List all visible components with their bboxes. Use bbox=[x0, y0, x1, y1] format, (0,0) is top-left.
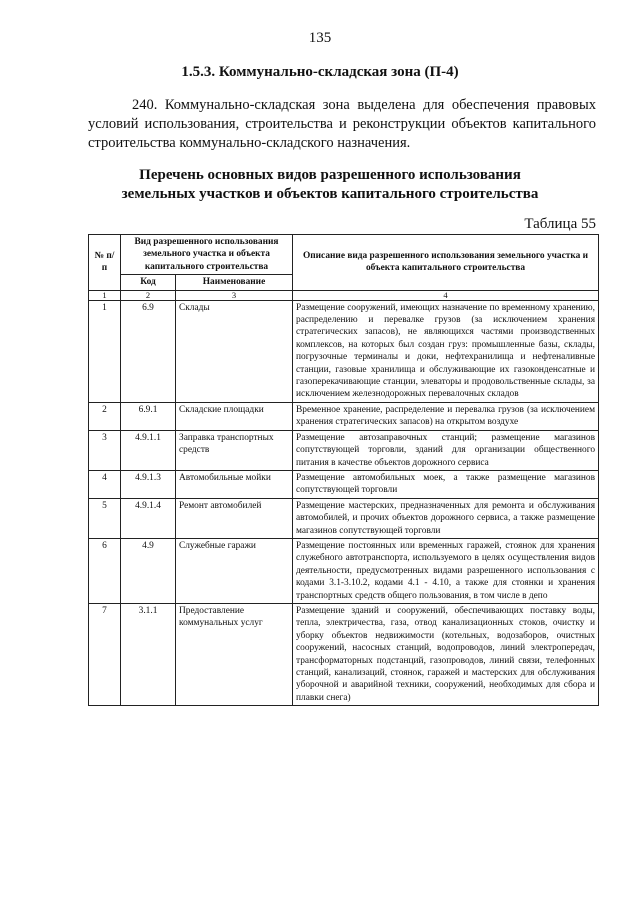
table-caption: Таблица 55 bbox=[524, 216, 596, 232]
row-code: 4.9.1.1 bbox=[121, 430, 176, 470]
header-code: Код bbox=[121, 275, 176, 290]
row-num: 7 bbox=[89, 603, 121, 705]
header-description: Описание вида разрешенного использования земельного участка и объекта капитального строительства bbox=[293, 235, 599, 291]
land-use-table bbox=[88, 234, 599, 706]
row-name: Ремонт автомобилей bbox=[176, 498, 293, 538]
row-code: 4.9.1.3 bbox=[121, 470, 176, 498]
table-row bbox=[89, 538, 599, 603]
row-description: Размещение зданий и сооружений, обеспечивающих поставку воды, тепла, электричества, газа, отвод канализационных стоков, очистку и уборку объектов недвижимости (котельных, водозаборов, очистных сооружений, насосных станций, водопроводов, линий электропередач, трансформаторных подстанций, газопроводов, линий связи, телефонных станций, канализаций, стоянок, гаражей и мастерских для обслуживания уборочной и аварийной техники, сооружений, необходимых для сбора и плавки снега) bbox=[293, 603, 599, 705]
table-row bbox=[89, 402, 599, 430]
column-number: 1 bbox=[89, 290, 121, 300]
row-description: Размещение автозаправочных станций; размещение магазинов сопутствующей торговли, зданий для организации общественного питания в качестве объектов дорожного сервиса bbox=[293, 430, 599, 470]
row-name: Складские площадки bbox=[176, 402, 293, 430]
page-number: 135 bbox=[308, 30, 332, 46]
table-row bbox=[89, 498, 599, 538]
row-name: Автомобильные мойки bbox=[176, 470, 293, 498]
row-num: 6 bbox=[89, 538, 121, 603]
table-row bbox=[89, 470, 599, 498]
row-description: Размещение сооружений, имеющих назначение по временному хранению, распределению и перевалке грузов (за исключением хранения стратегических запасов), не являющихся частями производственных комплексов, на которых был создан груз: промышленные базы, склады, погрузочные терминалы и доки, нефтехранилища и нефтеналивные станции, газовые хранилища и обслуживающие их газоконденсатные и газоперекачивающие станции, элеваторы и продовольственные склады, за исключением железнодорожных перевалочных складов bbox=[293, 300, 599, 402]
list-title-line2: земельных участков и объектов капитального строительства bbox=[121, 186, 539, 202]
header-name: Наименование bbox=[176, 275, 293, 290]
table-row bbox=[89, 603, 599, 705]
row-name: Заправка транспортных средств bbox=[176, 430, 293, 470]
row-num: 5 bbox=[89, 498, 121, 538]
column-number: 2 bbox=[121, 290, 176, 300]
row-name: Служебные гаражи bbox=[176, 538, 293, 603]
table-row bbox=[89, 300, 599, 402]
paragraph bbox=[88, 96, 596, 153]
row-description: Размещение мастерских, предназначенных для ремонта и обслуживания автомобилей, и прочих объектов дорожного сервиса, а также размещение магазинов сопутствующей торговли bbox=[293, 498, 599, 538]
row-code: 4.9.1.4 bbox=[121, 498, 176, 538]
row-code: 6.9.1 bbox=[121, 402, 176, 430]
list-title-line1: Перечень основных видов разрешенного использования bbox=[139, 167, 521, 183]
paragraph-text: Коммунально-складская зона выделена для обеспечения правовых условий использования, строительства и реконструкции объектов капитального строительства коммунально-складского назначения. bbox=[88, 97, 597, 151]
row-description: Временное хранение, распределение и перевалка грузов (за исключением хранения стратегических запасов) на открытом воздухе bbox=[293, 402, 599, 430]
column-number: 4 bbox=[293, 290, 599, 300]
row-num: 4 bbox=[89, 470, 121, 498]
row-description: Размещение постоянных или временных гаражей, стоянок для хранения служебного автотранспорта, используемого в целях осуществления видов деятельности, предусмотренных видами разрешенного использования с кодами 3.1-3.10.2, кодами 4.1 - 4.10, а также для стоянки и хранения транспортных средств общего пользования, в том числе в депо bbox=[293, 538, 599, 603]
column-number: 3 bbox=[176, 290, 293, 300]
row-name: Склады bbox=[176, 300, 293, 402]
row-num: 3 bbox=[89, 430, 121, 470]
column-number-row bbox=[89, 290, 599, 300]
header-group: Вид разрешенного использования земельного участка и объекта капитального строительства bbox=[121, 235, 293, 275]
row-num: 2 bbox=[89, 402, 121, 430]
row-code: 6.9 bbox=[121, 300, 176, 402]
row-code: 4.9 bbox=[121, 538, 176, 603]
paragraph-number: 240. bbox=[132, 97, 158, 113]
row-description: Размещение автомобильных моек, а также размещение магазинов сопутствующей торговли bbox=[293, 470, 599, 498]
header-num: № п/п bbox=[89, 235, 121, 291]
row-num: 1 bbox=[89, 300, 121, 402]
table-row bbox=[89, 430, 599, 470]
row-code: 3.1.1 bbox=[121, 603, 176, 705]
row-name: Предоставление коммунальных услуг bbox=[176, 603, 293, 705]
section-title: 1.5.3. Коммунально-складская зона (П-4) bbox=[181, 64, 459, 80]
list-title bbox=[60, 166, 600, 204]
